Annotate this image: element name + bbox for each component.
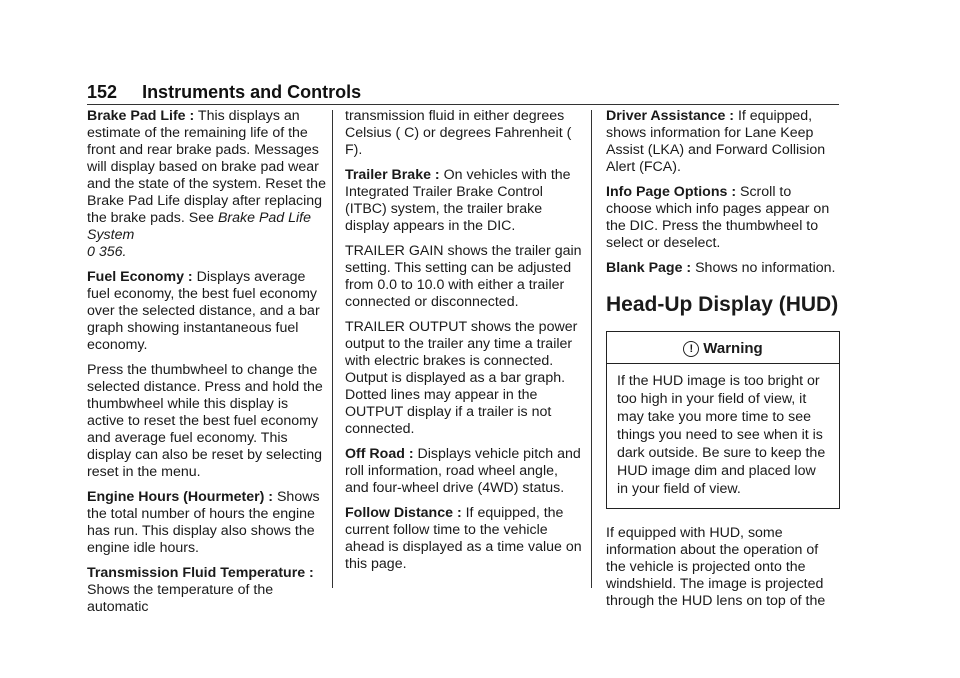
hud-intro-paragraph: If equipped with HUD, some information about the operation of the vehicle is projected onto the windshield. The image is projected through the HUD lens on top of the [606,525,826,609]
term-engine-hours: Engine Hours (Hourmeter) : [87,489,274,505]
column-2 [345,108,583,581]
fuel-economy-text: Displays average fuel economy, the best fuel economy over the selected distance, and a bar graph showing instantaneous fuel economy. [87,269,320,353]
follow-distance-text: If equipped, the current follow time to the vehicle ahead is displayed as a time value on this page. [345,505,582,572]
driver-assistance-text: If equipped, shows information for Lane Keep Assist (LKA) and Forward Collision Alert (FCA). [606,108,826,175]
term-trailer-brake: Trailer Brake : [345,167,440,183]
info-page-options-text: Scroll to choose which info pages appear on the DIC. Press the thumbwheel to select or deselect. [606,184,830,251]
fuel-economy-paragraph [87,269,327,354]
driver-assistance-paragraph [606,108,840,176]
warning-header [607,332,839,364]
column-1 [87,108,327,624]
warning-text: If the HUD image is too bright or too high in your field of view, it may take you more time to see things you need to see when it is dark outside. Be sure to keep the HUD image dim and placed low in your field of view. [617,373,826,497]
xref-page-356[interactable]: 0 356. [87,244,127,260]
brake-pad-life-paragraph [87,108,327,261]
trailer-brake-text: On vehicles with the Integrated Trailer Brake Control (ITBC) system, the trailer brake display appears in the DIC. [345,167,571,234]
column-3 [606,108,840,618]
term-driver-assistance: Driver Assistance : [606,108,735,124]
trailer-output-paragraph: TRAILER OUTPUT shows the power output to the trailer any time a trailer with electric brakes is connected. Output is displayed as a bar graph. Dotted lines may appear in the OUTPUT display if a trailer is not connected. [345,319,578,437]
xref-brake-pad-life-system[interactable]: Brake Pad Life System [87,210,312,243]
engine-hours-text: Shows the total number of hours the engine has run. This display also shows the engine idle hours. [87,489,320,556]
hud-section-heading: Head-Up Display (HUD) [606,293,839,316]
warning-icon: ! [683,341,699,357]
term-follow-distance: Follow Distance : [345,505,462,521]
term-brake-pad-life: Brake Pad Life : [87,108,195,124]
thumbwheel-paragraph: Press the thumbwheel to change the selected distance. Press and hold the thumbwheel while this display is active to reset the best fuel economy and average fuel economy. This display can also be reset by selecting reset in the menu. [87,362,323,480]
off-road-paragraph [345,446,583,497]
transmission-fluid-continued: transmission fluid in either degrees Celsius ( C) or degrees Fahrenheit ( F). [345,108,572,158]
column-divider-1 [332,110,333,588]
warning-title: Warning [703,340,763,357]
engine-hours-paragraph [87,489,327,557]
header-divider [87,104,839,105]
blank-page-text: Shows no information. [691,260,836,276]
page-number: 152 [87,82,118,102]
blank-page-paragraph [606,260,840,277]
follow-distance-paragraph [345,505,583,573]
term-transmission-fluid: Transmission Fluid Temperature : [87,565,314,581]
brake-pad-life-text: This displays an estimate of the remaining life of the front and rear brake pads. Messages will display based on brake pad wear and the state of the system. Reset the Brake Pad Life display after replacing the brake pads. See [87,108,326,226]
term-fuel-economy: Fuel Economy : [87,269,193,285]
off-road-text: Displays vehicle pitch and roll information, road wheel angle, and four-wheel drive (4WD) status. [345,446,581,496]
transmission-fluid-text: Shows the temperature of the automatic [87,582,274,615]
term-off-road: Off Road : [345,446,414,462]
page-header [87,82,361,103]
column-divider-2 [591,110,592,588]
trailer-gain-paragraph: TRAILER GAIN shows the trailer gain setting. This setting can be adjusted from 0.0 to 10.0 with either a trailer connected or disconnected. [345,243,582,310]
term-info-page-options: Info Page Options : [606,184,737,200]
info-page-options-paragraph [606,184,840,252]
term-blank-page: Blank Page : [606,260,692,276]
transmission-fluid-paragraph [87,565,327,616]
trailer-brake-paragraph [345,167,583,235]
warning-box [606,331,840,509]
section-title: Instruments and Controls [142,82,362,102]
